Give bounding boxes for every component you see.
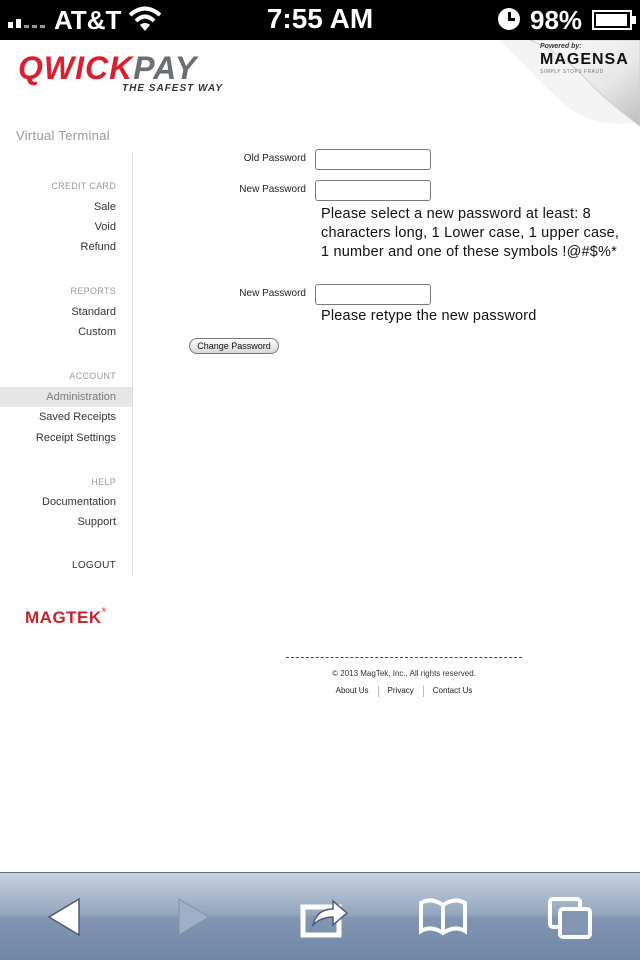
share-icon	[299, 895, 351, 939]
copyright-text: © 2013 MagTek, Inc., All rights reserved.	[332, 669, 476, 678]
confirm-password-label: New Password	[239, 288, 306, 299]
sidebar-item-standard[interactable]: Standard	[71, 306, 116, 318]
footer-divider	[286, 657, 522, 658]
magtek-logo-text: MAGTEK	[25, 608, 102, 627]
sidebar-item-receipt-settings[interactable]: Receipt Settings	[35, 432, 116, 444]
battery-icon	[592, 10, 632, 30]
qwickpay-logo[interactable]	[18, 50, 223, 94]
forward-icon	[175, 897, 211, 937]
alarm-clock-icon	[498, 8, 520, 30]
new-password-label: New Password	[239, 184, 306, 195]
sidebar-item-void[interactable]: Void	[94, 221, 116, 233]
old-password-field[interactable]	[315, 149, 431, 170]
sidebar-item-administration[interactable]: Administration	[0, 387, 132, 407]
logo-tagline: THE SAFEST WAY	[122, 83, 224, 94]
tabs-button[interactable]	[540, 891, 600, 943]
confirm-password-field[interactable]	[315, 284, 431, 305]
battery-percentage: 98%	[530, 5, 583, 35]
share-button[interactable]	[295, 891, 355, 943]
status-bar	[0, 0, 640, 40]
back-button[interactable]	[35, 891, 95, 943]
powered-by-label: Powered by:	[540, 43, 582, 50]
footer-link-privacy[interactable]: Privacy	[387, 686, 414, 695]
back-icon	[47, 897, 83, 937]
sidebar-item-saved-receipts[interactable]: Saved Receipts	[38, 411, 116, 423]
registered-mark: ®	[101, 608, 107, 614]
sidebar-item-support[interactable]: Support	[77, 516, 116, 528]
new-password-requirements: Please select a new password at least: 8 characters long, 1 Lower case, 1 upper case, 1 number and one of these symbols !@#$%*	[321, 206, 620, 260]
confirm-password-hint: Please retype the new password	[321, 308, 537, 324]
sidebar-item-documentation[interactable]: Documentation	[42, 496, 116, 508]
carrier-name: AT&T	[54, 5, 122, 35]
battery-cap	[632, 16, 636, 24]
old-password-label: Old Password	[243, 153, 306, 164]
logo-red-text: QWICK	[18, 50, 134, 86]
sidebar-heading-reports: REPORTS	[70, 286, 116, 296]
magensa-tagline: SIMPLY STOPS FRAUD	[540, 69, 604, 75]
sidebar-item-custom[interactable]: Custom	[78, 326, 116, 338]
powered-by-badge[interactable]	[500, 40, 640, 130]
page-title: Virtual Terminal	[16, 128, 110, 143]
new-password-field[interactable]	[315, 180, 431, 201]
sidebar-nav	[0, 152, 133, 576]
change-password-button[interactable]: Change Password	[189, 338, 279, 354]
sidebar-heading-account: ACCOUNT	[69, 371, 116, 381]
sidebar-item-sale[interactable]: Sale	[93, 201, 116, 213]
footer-links	[286, 686, 522, 697]
browser-toolbar	[0, 872, 640, 960]
tabs-icon	[546, 895, 594, 939]
sidebar-heading-credit-card: CREDIT CARD	[51, 181, 116, 191]
footer-link-contact[interactable]: Contact Us	[432, 686, 473, 695]
bookmarks-icon	[417, 897, 469, 937]
logo-gray-text: PAY	[133, 50, 198, 86]
bookmarks-button[interactable]	[413, 891, 473, 943]
sidebar-heading-help: HELP	[91, 477, 116, 487]
logout-link[interactable]: LOGOUT	[71, 560, 116, 571]
magtek-logo	[25, 608, 107, 628]
footer-link-about[interactable]: About Us	[335, 686, 369, 695]
magensa-logo: MAGENSA	[540, 51, 629, 68]
sidebar-item-refund[interactable]: Refund	[80, 241, 116, 253]
status-time: 7:55 AM	[266, 3, 374, 34]
forward-button[interactable]	[163, 891, 223, 943]
